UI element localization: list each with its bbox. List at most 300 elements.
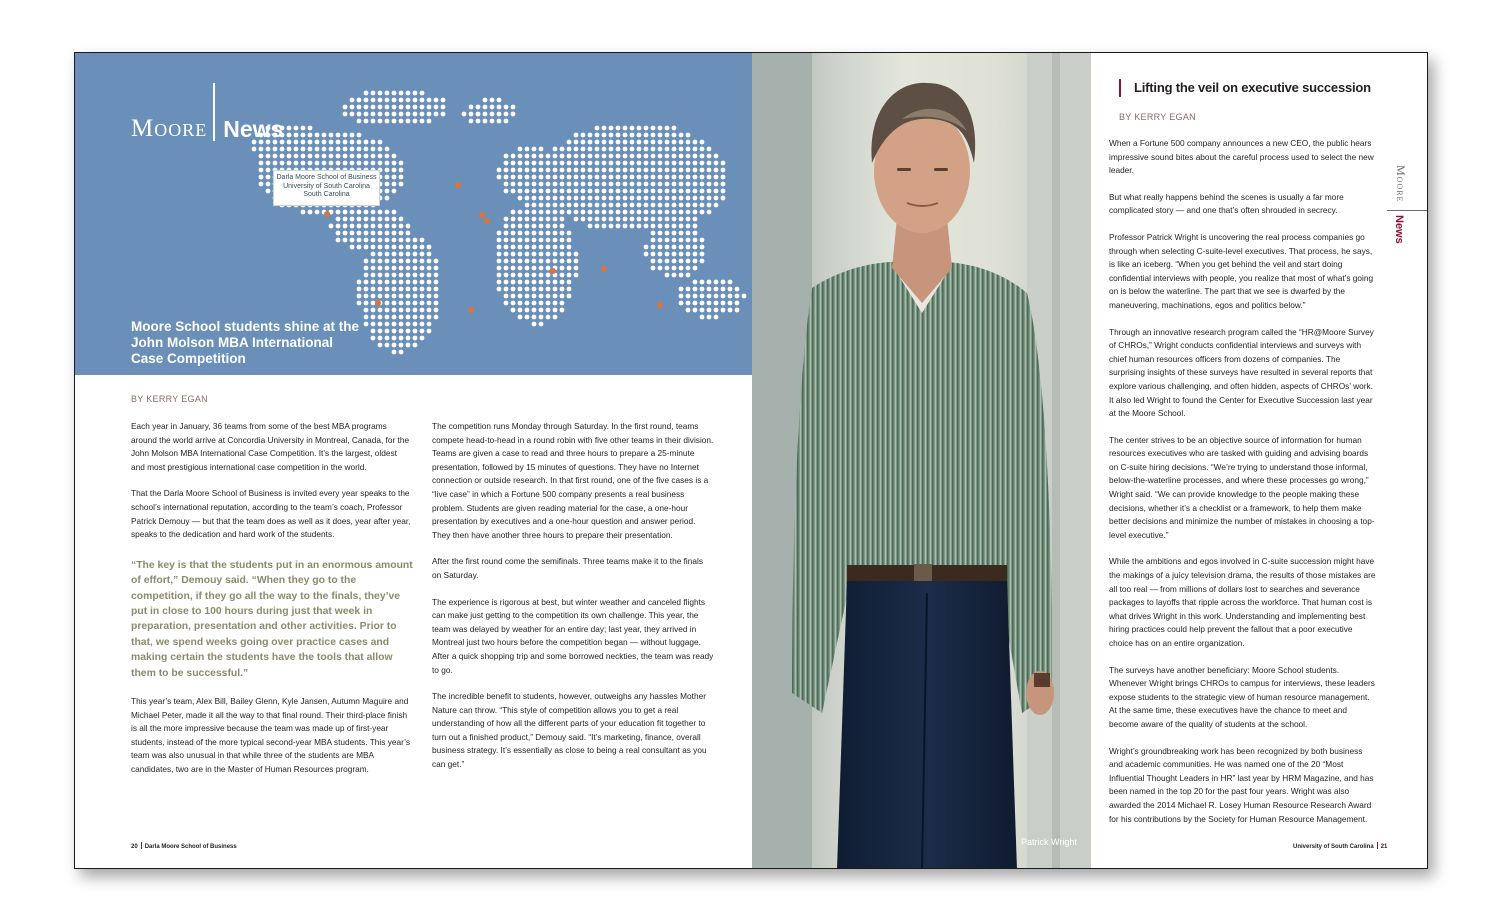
map-dot xyxy=(497,266,502,271)
map-highlight-dot xyxy=(455,182,461,188)
map-dot xyxy=(700,161,705,166)
map-dot xyxy=(672,224,677,229)
map-dot xyxy=(427,294,432,299)
map-dot xyxy=(700,315,705,320)
map-dot xyxy=(378,273,383,278)
map-dot xyxy=(406,245,411,250)
map-dot xyxy=(399,231,404,236)
map-dot xyxy=(679,154,684,159)
map-dot xyxy=(399,350,404,355)
map-dot xyxy=(644,189,649,194)
map-dot xyxy=(280,147,285,152)
map-dot xyxy=(714,196,719,201)
map-dot xyxy=(357,280,362,285)
map-dot xyxy=(616,126,621,131)
map-label-line3: South Carolina xyxy=(303,191,350,198)
map-dot xyxy=(413,252,418,257)
map-dot xyxy=(574,266,579,271)
map-dot xyxy=(287,161,292,166)
map-dot xyxy=(420,322,425,327)
map-dot xyxy=(721,161,726,166)
map-dot xyxy=(371,259,376,264)
map-dot xyxy=(357,231,362,236)
map-dot xyxy=(602,224,607,229)
map-dot xyxy=(672,161,677,166)
map-dot xyxy=(693,245,698,250)
map-dot xyxy=(679,287,684,292)
map-dot xyxy=(665,189,670,194)
map-dot xyxy=(588,224,593,229)
map-dot xyxy=(616,189,621,194)
map-dot xyxy=(399,336,404,341)
map-dot xyxy=(385,315,390,320)
map-dot xyxy=(378,147,383,152)
map-dot xyxy=(553,245,558,250)
map-dot xyxy=(567,259,572,264)
map-dot xyxy=(693,147,698,152)
map-dot xyxy=(609,210,614,215)
map-dot xyxy=(525,217,530,222)
map-dot xyxy=(714,175,719,180)
map-dot xyxy=(602,189,607,194)
map-dot xyxy=(672,147,677,152)
map-dot xyxy=(539,231,544,236)
map-dot xyxy=(385,231,390,236)
map-dot xyxy=(371,287,376,292)
map-dot xyxy=(371,91,376,96)
map-dot xyxy=(546,189,551,194)
map-dot xyxy=(497,119,502,124)
map-dot xyxy=(525,294,530,299)
map-dot xyxy=(525,210,530,215)
map-dot xyxy=(371,322,376,327)
map-dot xyxy=(539,322,544,327)
map-dot xyxy=(385,105,390,110)
map-dot xyxy=(539,182,544,187)
map-dot xyxy=(399,182,404,187)
map-dot xyxy=(623,168,628,173)
map-dot xyxy=(644,203,649,208)
map-dot xyxy=(721,182,726,187)
map-dot xyxy=(532,273,537,278)
map-dot xyxy=(371,224,376,229)
map-dot xyxy=(637,126,642,131)
map-dot xyxy=(357,105,362,110)
map-dot xyxy=(357,119,362,124)
map-dot xyxy=(378,245,383,250)
map-dot xyxy=(392,308,397,313)
map-dot xyxy=(399,294,404,299)
map-dot xyxy=(560,203,565,208)
map-dot xyxy=(686,294,691,299)
map-dot xyxy=(574,210,579,215)
map-dot xyxy=(602,126,607,131)
map-dot xyxy=(651,168,656,173)
page-number: 20 xyxy=(131,844,138,850)
map-dot xyxy=(609,189,614,194)
map-dot xyxy=(266,154,271,159)
map-dot xyxy=(700,308,705,313)
map-dot xyxy=(490,105,495,110)
map-dot xyxy=(364,294,369,299)
map-dot xyxy=(546,294,551,299)
map-dot xyxy=(399,266,404,271)
map-dot xyxy=(406,252,411,257)
map-dot xyxy=(553,182,558,187)
map-dot xyxy=(679,140,684,145)
map-dot xyxy=(301,133,306,138)
map-dot xyxy=(658,238,663,243)
map-dot xyxy=(497,280,502,285)
map-dot xyxy=(392,161,397,166)
map-dot xyxy=(616,217,621,222)
map-dot xyxy=(322,161,327,166)
byline: BY KERRY EGAN xyxy=(1119,112,1196,122)
map-dot xyxy=(553,189,558,194)
map-dot xyxy=(574,203,579,208)
portrait-photo xyxy=(752,53,1091,869)
map-dot xyxy=(623,147,628,152)
map-dot xyxy=(679,224,684,229)
map-dot xyxy=(357,147,362,152)
map-dot xyxy=(651,161,656,166)
map-dot xyxy=(504,105,509,110)
map-dot xyxy=(399,252,404,257)
map-dot xyxy=(546,315,551,320)
map-dot xyxy=(420,273,425,278)
map-dot xyxy=(602,203,607,208)
map-dot xyxy=(392,294,397,299)
map-dot xyxy=(273,154,278,159)
map-dot xyxy=(686,231,691,236)
map-dot xyxy=(546,154,551,159)
map-dot xyxy=(602,140,607,145)
map-dot xyxy=(483,105,488,110)
map-dot xyxy=(511,189,516,194)
map-dot xyxy=(581,210,586,215)
map-dot xyxy=(588,154,593,159)
map-dot xyxy=(679,245,684,250)
map-dot xyxy=(553,175,558,180)
map-dot xyxy=(259,182,264,187)
map-dot xyxy=(539,154,544,159)
map-dot xyxy=(357,245,362,250)
map-dot xyxy=(693,203,698,208)
map-dot xyxy=(574,182,579,187)
map-dot xyxy=(364,140,369,145)
map-dot xyxy=(581,147,586,152)
map-dot xyxy=(371,301,376,306)
map-dot xyxy=(504,161,509,166)
map-dot xyxy=(651,182,656,187)
folio-publication: University of South Carolina xyxy=(1293,844,1374,850)
map-dot xyxy=(350,161,355,166)
map-dot xyxy=(693,308,698,313)
map-dot xyxy=(672,245,677,250)
map-dot xyxy=(567,252,572,257)
map-dot xyxy=(497,112,502,117)
map-dot xyxy=(651,203,656,208)
map-dot xyxy=(532,210,537,215)
map-dot xyxy=(567,238,572,243)
map-dot xyxy=(588,196,593,201)
map-dot xyxy=(721,280,726,285)
map-dot xyxy=(700,182,705,187)
map-dot xyxy=(413,294,418,299)
map-dot xyxy=(665,154,670,159)
map-dot xyxy=(525,154,530,159)
map-dot xyxy=(329,147,334,152)
map-dot xyxy=(392,329,397,334)
map-dot xyxy=(595,168,600,173)
map-dot xyxy=(616,147,621,152)
map-dot xyxy=(679,203,684,208)
map-dot xyxy=(497,287,502,292)
map-dot xyxy=(546,238,551,243)
map-dot xyxy=(665,175,670,180)
map-dot xyxy=(539,168,544,173)
map-dot xyxy=(497,105,502,110)
map-dot xyxy=(693,266,698,271)
map-dot xyxy=(665,273,670,278)
map-dot xyxy=(679,189,684,194)
map-dot xyxy=(392,217,397,222)
map-dot xyxy=(693,140,698,145)
map-dot xyxy=(623,210,628,215)
map-dot xyxy=(511,273,516,278)
map-dot xyxy=(490,119,495,124)
map-dot xyxy=(595,217,600,222)
map-dot xyxy=(392,350,397,355)
map-dot xyxy=(574,147,579,152)
paragraph: But what really happens behind the scenes is usually a far more complicated story — and one that’s often shrouded in secrecy. xyxy=(1109,191,1344,216)
map-dot xyxy=(651,217,656,222)
map-dot xyxy=(504,273,509,278)
map-dot xyxy=(616,140,621,145)
map-dot xyxy=(644,224,649,229)
map-dot xyxy=(602,182,607,187)
map-dot xyxy=(399,175,404,180)
map-dot xyxy=(693,189,698,194)
map-dot xyxy=(672,196,677,201)
map-dot xyxy=(609,175,614,180)
map-dot xyxy=(329,161,334,166)
map-dot xyxy=(595,133,600,138)
map-dot xyxy=(385,210,390,215)
map-dot xyxy=(525,189,530,194)
map-dot xyxy=(364,119,369,124)
map-dot xyxy=(616,161,621,166)
map-dot xyxy=(511,175,516,180)
map-dot xyxy=(644,147,649,152)
map-dot xyxy=(385,189,390,194)
map-dot xyxy=(427,266,432,271)
map-dot xyxy=(567,196,572,201)
map-dot xyxy=(658,175,663,180)
map-dot xyxy=(518,273,523,278)
map-dot xyxy=(364,105,369,110)
map-dot xyxy=(602,161,607,166)
map-dot xyxy=(707,189,712,194)
map-dot xyxy=(364,259,369,264)
map-dot xyxy=(525,245,530,250)
map-dot xyxy=(371,105,376,110)
map-dot xyxy=(630,140,635,145)
map-dot xyxy=(679,196,684,201)
map-dot xyxy=(504,266,509,271)
map-dot xyxy=(364,287,369,292)
map-dot xyxy=(518,161,523,166)
map-dot xyxy=(637,168,642,173)
map-dot xyxy=(413,280,418,285)
map-dot xyxy=(644,175,649,180)
map-dot xyxy=(525,273,530,278)
map-dot xyxy=(385,287,390,292)
paragraph: While the ambitions and egos involved in C-suite succession might have the makings of a juicy television drama, the results of those mistakes are all too real — from millions of dollars lost to searches and severance packages to layoffs that ripple across the workforce. That human cost is what drives Wright in this work. Understanding and implementing best hiring practices could help prevent the fallout that a poor executive choice has on an entire organization. xyxy=(1109,556,1376,648)
map-dot xyxy=(700,203,705,208)
map-label-line2: University of South Carolina xyxy=(283,182,370,190)
map-dot xyxy=(518,189,523,194)
map-dot xyxy=(420,238,425,243)
map-dot xyxy=(700,287,705,292)
map-dot xyxy=(679,217,684,222)
map-dot xyxy=(427,252,432,257)
map-dot xyxy=(427,245,432,250)
map-dot xyxy=(679,273,684,278)
map-dot xyxy=(623,126,628,131)
map-dot xyxy=(553,203,558,208)
map-dot xyxy=(336,161,341,166)
map-dot xyxy=(378,98,383,103)
map-dot xyxy=(420,245,425,250)
map-dot xyxy=(630,133,635,138)
map-dot xyxy=(623,161,628,166)
map-dot xyxy=(707,308,712,313)
map-dot xyxy=(378,217,383,222)
map-dot xyxy=(588,147,593,152)
map-dot xyxy=(350,224,355,229)
map-dot xyxy=(392,168,397,173)
map-dot xyxy=(616,168,621,173)
map-dot xyxy=(637,182,642,187)
map-dot xyxy=(434,280,439,285)
map-dot xyxy=(343,231,348,236)
map-dot xyxy=(511,301,516,306)
map-dot xyxy=(497,238,502,243)
map-dot xyxy=(504,175,509,180)
map-dot xyxy=(546,182,551,187)
map-dot xyxy=(525,182,530,187)
map-dot xyxy=(658,231,663,236)
map-dot xyxy=(357,224,362,229)
map-dot xyxy=(413,336,418,341)
map-dot xyxy=(574,273,579,278)
map-dot xyxy=(560,287,565,292)
map-dot xyxy=(322,154,327,159)
map-dot xyxy=(364,154,369,159)
paragraph: Each year in January, 36 teams from some of the best MBA programs around the world arrive at Concordia University in Montreal, Canada, for the John Molson MBA International Case Competition. It’s the largest, oldest and most prestigious international case competition in the world. xyxy=(131,421,410,472)
map-dot xyxy=(511,210,516,215)
map-dot xyxy=(518,245,523,250)
map-dot xyxy=(602,196,607,201)
map-dot xyxy=(532,245,537,250)
map-dot xyxy=(567,175,572,180)
map-dot xyxy=(511,280,516,285)
map-dot xyxy=(630,175,635,180)
map-dot xyxy=(609,161,614,166)
map-dot xyxy=(679,147,684,152)
map-dot xyxy=(672,273,677,278)
map-dot xyxy=(371,273,376,278)
map-dot xyxy=(602,175,607,180)
map-dot xyxy=(686,175,691,180)
map-dot xyxy=(651,238,656,243)
map-dot xyxy=(518,287,523,292)
section-mark xyxy=(131,83,283,141)
map-dot xyxy=(700,154,705,159)
map-dot xyxy=(560,266,565,271)
map-dot xyxy=(616,175,621,180)
map-dot xyxy=(686,259,691,264)
map-dot xyxy=(392,210,397,215)
map-dot xyxy=(385,175,390,180)
map-dot xyxy=(308,147,313,152)
map-dot xyxy=(686,217,691,222)
map-dot xyxy=(385,91,390,96)
map-dot xyxy=(665,238,670,243)
map-dot xyxy=(714,294,719,299)
map-dot xyxy=(399,168,404,173)
map-dot xyxy=(420,315,425,320)
map-dot xyxy=(364,280,369,285)
map-dot xyxy=(525,259,530,264)
map-dot xyxy=(371,252,376,257)
map-dot xyxy=(392,322,397,327)
map-dot xyxy=(301,147,306,152)
map-dot xyxy=(679,301,684,306)
map-dot xyxy=(574,189,579,194)
map-dot xyxy=(413,322,418,327)
map-dot xyxy=(560,189,565,194)
map-dot xyxy=(609,196,614,201)
map-dot xyxy=(378,210,383,215)
map-dot xyxy=(378,231,383,236)
map-dot xyxy=(392,287,397,292)
map-dot xyxy=(357,294,362,299)
map-dot xyxy=(525,196,530,201)
map-dot xyxy=(658,266,663,271)
map-dot xyxy=(427,119,432,124)
section-moore: Moore xyxy=(131,115,208,142)
map-dot xyxy=(511,224,516,229)
map-dot xyxy=(532,322,537,327)
map-dot xyxy=(553,161,558,166)
map-dot xyxy=(567,294,572,299)
map-dot xyxy=(553,238,558,243)
map-dot xyxy=(546,161,551,166)
map-dot xyxy=(686,189,691,194)
map-dot xyxy=(574,161,579,166)
map-dot xyxy=(644,126,649,131)
map-dot xyxy=(504,294,509,299)
map-dot xyxy=(511,231,516,236)
map-dot xyxy=(560,168,565,173)
map-dot xyxy=(420,266,425,271)
map-dot xyxy=(308,154,313,159)
map-dot xyxy=(595,224,600,229)
map-dot xyxy=(413,98,418,103)
map-dot xyxy=(371,329,376,334)
